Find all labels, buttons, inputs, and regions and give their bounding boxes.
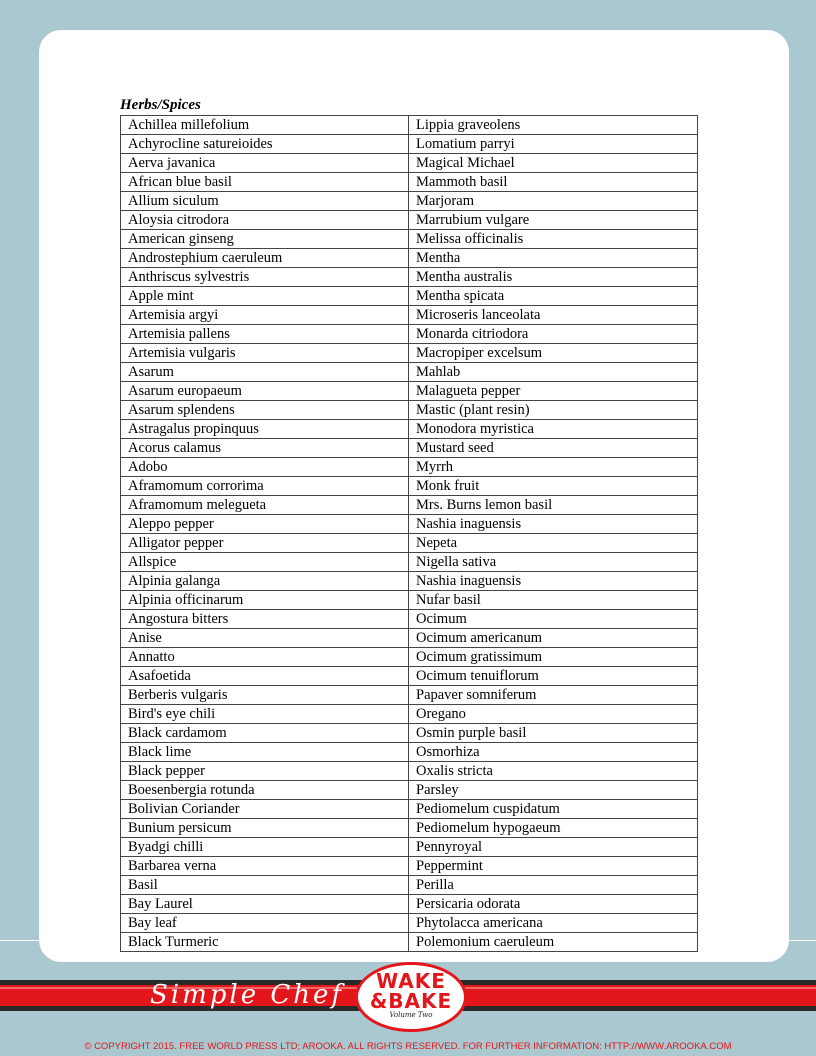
table-row <box>121 154 698 173</box>
table-cell-left: Black lime <box>121 743 409 762</box>
table-row <box>121 762 698 781</box>
table-cell-left: Apple mint <box>121 287 409 306</box>
table-cell-right: Persicaria odorata <box>409 895 698 914</box>
table-row <box>121 914 698 933</box>
table-cell-left: Androstephium caeruleum <box>121 249 409 268</box>
table-row <box>121 363 698 382</box>
table-cell-left: Black cardamom <box>121 724 409 743</box>
table-cell-right: Mentha <box>409 249 698 268</box>
table-cell-left: Black Turmeric <box>121 933 409 952</box>
table-cell-left: Byadgi chilli <box>121 838 409 857</box>
table-row <box>121 534 698 553</box>
table-cell-right: Marrubium vulgare <box>409 211 698 230</box>
table-cell-right: Parsley <box>409 781 698 800</box>
logo-line-2: &BAKE <box>369 989 453 1013</box>
table-row <box>121 135 698 154</box>
table-row <box>121 477 698 496</box>
table-row <box>121 344 698 363</box>
table-cell-right: Microseris lanceolata <box>409 306 698 325</box>
table-row <box>121 306 698 325</box>
table-cell-left: Aframomum melegueta <box>121 496 409 515</box>
table-cell-right: Nepeta <box>409 534 698 553</box>
table-cell-right: Osmin purple basil <box>409 724 698 743</box>
table-cell-left: Adobo <box>121 458 409 477</box>
table-row <box>121 249 698 268</box>
table-row <box>121 439 698 458</box>
table-row <box>121 667 698 686</box>
divider-left <box>0 940 39 941</box>
table-cell-left: Bird's eye chili <box>121 705 409 724</box>
table-cell-right: Monodora myristica <box>409 420 698 439</box>
table-row <box>121 686 698 705</box>
table-cell-right: Mentha spicata <box>409 287 698 306</box>
table-cell-left: Aloysia citrodora <box>121 211 409 230</box>
table-row <box>121 857 698 876</box>
table-row <box>121 724 698 743</box>
table-cell-right: Oregano <box>409 705 698 724</box>
table-cell-right: Mrs. Burns lemon basil <box>409 496 698 515</box>
table-cell-right: Monk fruit <box>409 477 698 496</box>
table-cell-left: Astragalus propinquus <box>121 420 409 439</box>
table-cell-left: Allspice <box>121 553 409 572</box>
table-cell-left: Boesenbergia rotunda <box>121 781 409 800</box>
table-cell-left: Basil <box>121 876 409 895</box>
table-cell-right: Mammoth basil <box>409 173 698 192</box>
table-cell-left: Alpinia galanga <box>121 572 409 591</box>
table-cell-left: Alligator pepper <box>121 534 409 553</box>
table-cell-left: Asafoetida <box>121 667 409 686</box>
table-cell-right: Lippia graveolens <box>409 116 698 135</box>
table-row <box>121 325 698 344</box>
table-cell-right: Melissa officinalis <box>409 230 698 249</box>
table-row <box>121 230 698 249</box>
table-row <box>121 933 698 952</box>
table-cell-left: Aleppo pepper <box>121 515 409 534</box>
table-cell-left: American ginseng <box>121 230 409 249</box>
table-row <box>121 591 698 610</box>
table-row <box>121 268 698 287</box>
copyright-notice: © COPYRIGHT 2015. FREE WORLD PRESS LTD; AROOKA. ALL RIGHTS RESERVED. FOR FURTHER INFORMATION: HTTP://WWW.AROOKA.COM <box>84 1041 732 1052</box>
table-row <box>121 515 698 534</box>
table-cell-right: Monarda citriodora <box>409 325 698 344</box>
section-heading: Herbs/Spices <box>120 97 201 113</box>
table-cell-left: Bunium persicum <box>121 819 409 838</box>
table-row <box>121 211 698 230</box>
table-cell-right: Myrrh <box>409 458 698 477</box>
logo-line-1: WAKE <box>376 969 446 993</box>
table-row <box>121 572 698 591</box>
table-row <box>121 192 698 211</box>
table-cell-right: Papaver somniferum <box>409 686 698 705</box>
table-cell-left: Artemisia argyi <box>121 306 409 325</box>
table-cell-right: Perilla <box>409 876 698 895</box>
table-cell-right: Mentha australis <box>409 268 698 287</box>
table-cell-left: African blue basil <box>121 173 409 192</box>
table-cell-right: Mustard seed <box>409 439 698 458</box>
table-cell-right: Macropiper excelsum <box>409 344 698 363</box>
table-cell-right: Pediomelum hypogaeum <box>409 819 698 838</box>
wake-bake-logo <box>355 962 467 1032</box>
table-cell-left: Asarum <box>121 363 409 382</box>
table-row <box>121 458 698 477</box>
herbs-spices-table <box>120 115 698 952</box>
table-cell-left: Bay Laurel <box>121 895 409 914</box>
table-cell-left: Artemisia vulgaris <box>121 344 409 363</box>
table-cell-left: Allium siculum <box>121 192 409 211</box>
table-row <box>121 287 698 306</box>
table-cell-left: Aerva javanica <box>121 154 409 173</box>
divider-right <box>789 940 816 941</box>
table-row <box>121 173 698 192</box>
table-cell-right: Malagueta pepper <box>409 382 698 401</box>
table-cell-left: Barbarea verna <box>121 857 409 876</box>
table-cell-left: Acorus calamus <box>121 439 409 458</box>
table-row <box>121 496 698 515</box>
table-cell-left: Angostura bitters <box>121 610 409 629</box>
table-cell-left: Anise <box>121 629 409 648</box>
brand-simple-chef: Simple Chef <box>150 980 345 1010</box>
table-cell-right: Nufar basil <box>409 591 698 610</box>
table-cell-left: Bay leaf <box>121 914 409 933</box>
table-cell-left: Black pepper <box>121 762 409 781</box>
table-row <box>121 819 698 838</box>
table-cell-right: Peppermint <box>409 857 698 876</box>
table-row <box>121 876 698 895</box>
table-cell-left: Achyrocline satureioides <box>121 135 409 154</box>
table-row <box>121 838 698 857</box>
table-cell-left: Achillea millefolium <box>121 116 409 135</box>
table-row <box>121 629 698 648</box>
table-row <box>121 705 698 724</box>
table-row <box>121 781 698 800</box>
table-cell-right: Ocimum gratissimum <box>409 648 698 667</box>
table-row <box>121 382 698 401</box>
table-cell-right: Magical Michael <box>409 154 698 173</box>
table-row <box>121 553 698 572</box>
table-row <box>121 610 698 629</box>
table-cell-left: Asarum europaeum <box>121 382 409 401</box>
table-cell-right: Ocimum tenuiflorum <box>409 667 698 686</box>
table-cell-left: Aframomum corrorima <box>121 477 409 496</box>
table-cell-left: Artemisia pallens <box>121 325 409 344</box>
table-row <box>121 743 698 762</box>
table-cell-left: Berberis vulgaris <box>121 686 409 705</box>
table-cell-right: Nashia inaguensis <box>409 572 698 591</box>
table-cell-right: Mahlab <box>409 363 698 382</box>
table-cell-right: Ocimum americanum <box>409 629 698 648</box>
table-cell-left: Asarum splendens <box>121 401 409 420</box>
table-cell-right: Phytolacca americana <box>409 914 698 933</box>
logo-line-3: Volume Two <box>389 1011 433 1019</box>
table-cell-right: Nigella sativa <box>409 553 698 572</box>
table-cell-right: Oxalis stricta <box>409 762 698 781</box>
table-row <box>121 116 698 135</box>
table-cell-right: Pennyroyal <box>409 838 698 857</box>
herbs-table-body <box>121 116 698 952</box>
table-cell-right: Polemonium caeruleum <box>409 933 698 952</box>
table-cell-right: Osmorhiza <box>409 743 698 762</box>
table-row <box>121 895 698 914</box>
table-cell-right: Ocimum <box>409 610 698 629</box>
table-cell-right: Pediomelum cuspidatum <box>409 800 698 819</box>
table-row <box>121 800 698 819</box>
table-cell-left: Alpinia officinarum <box>121 591 409 610</box>
table-row <box>121 648 698 667</box>
table-cell-right: Mastic (plant resin) <box>409 401 698 420</box>
table-cell-right: Nashia inaguensis <box>409 515 698 534</box>
table-row <box>121 401 698 420</box>
table-cell-left: Anthriscus sylvestris <box>121 268 409 287</box>
table-cell-left: Annatto <box>121 648 409 667</box>
table-cell-right: Marjoram <box>409 192 698 211</box>
table-row <box>121 420 698 439</box>
table-cell-right: Lomatium parryi <box>409 135 698 154</box>
table-cell-left: Bolivian Coriander <box>121 800 409 819</box>
